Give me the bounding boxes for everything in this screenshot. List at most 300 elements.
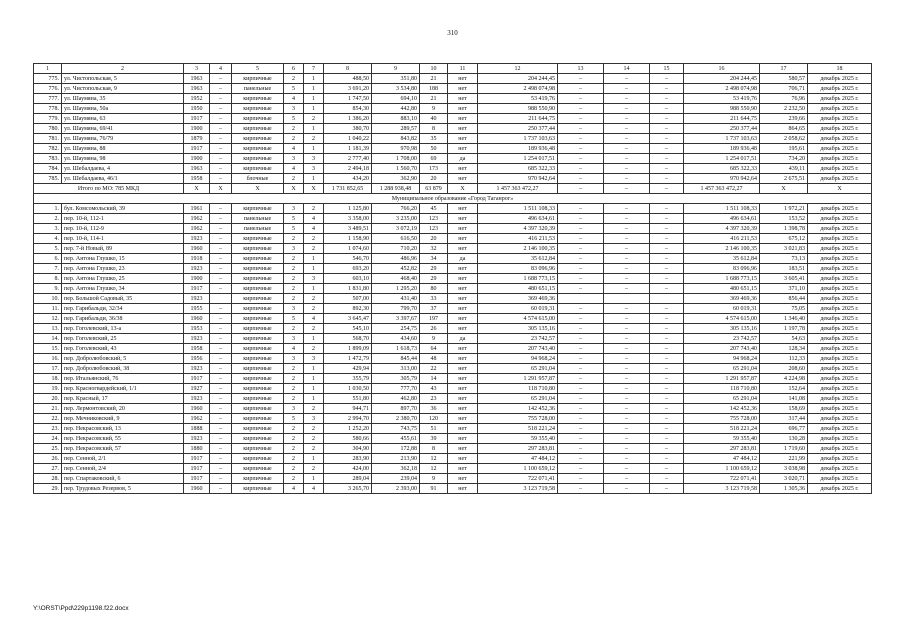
table-cell: 3 (284, 334, 304, 344)
table-cell: 2 (304, 114, 324, 124)
table-cell: 1 254 017,51 (684, 154, 760, 164)
column-number: 11 (448, 64, 478, 74)
table-cell: 3 605,41 (760, 274, 808, 284)
table-cell: – (210, 454, 232, 464)
table-cell: – (650, 404, 684, 414)
table-cell: 2 (304, 434, 324, 444)
column-number: 6 (284, 64, 304, 74)
table-cell: – (210, 474, 232, 484)
table-cell: 1 252,20 (324, 424, 372, 434)
table-cell: декабрь 2025 г. (808, 94, 872, 104)
table-cell: 779. (34, 114, 62, 124)
table-cell: 35 (420, 134, 448, 144)
table-cell: – (558, 84, 604, 94)
table-cell: 452,82 (372, 264, 420, 274)
table-cell: 4 574 615,00 (684, 314, 760, 324)
table-cell: нет (448, 294, 478, 304)
table-cell: – (604, 404, 650, 414)
table-cell: 2 (284, 364, 304, 374)
table-cell: кирпичные (232, 264, 284, 274)
table-cell: – (210, 234, 232, 244)
table-cell: 204 244,45 (478, 74, 558, 84)
table-cell: декабрь 2025 г. (808, 284, 872, 294)
table-cell: – (604, 214, 650, 224)
table-cell: 864,65 (760, 124, 808, 134)
table-cell: – (210, 104, 232, 114)
table-cell: кирпичные (232, 384, 284, 394)
table-cell: 3 (284, 354, 304, 364)
table-cell: 766,20 (372, 204, 420, 214)
table-cell: 9 (420, 104, 448, 114)
table-cell: 1 457 363 472,27 (684, 184, 760, 194)
table-cell: пер. Антона Глушко, 25 (62, 274, 184, 284)
table-cell: 45 (420, 204, 448, 214)
table-cell: декабрь 2025 г. (808, 464, 872, 474)
table-cell: пер. 10-й, 112-9 (62, 224, 184, 234)
column-number: 3 (184, 64, 210, 74)
table-cell: 18. (34, 374, 62, 384)
table-cell: X (232, 184, 284, 194)
table-cell: – (650, 474, 684, 484)
table-cell: 2 (304, 344, 324, 354)
table-cell: 351,80 (372, 74, 420, 84)
table-cell: – (650, 244, 684, 254)
table-cell: – (604, 284, 650, 294)
table-cell: 3 (284, 304, 304, 314)
table-cell: 26 (420, 324, 448, 334)
table-cell: 80 (420, 284, 448, 294)
table-cell: да (448, 154, 478, 164)
table-cell: ул. Шаумяна, 50а (62, 104, 184, 114)
table-cell: 76,96 (760, 94, 808, 104)
table-cell: 283,90 (324, 454, 372, 464)
table-cell: 2 (284, 234, 304, 244)
table-cell: 207 743,40 (478, 344, 558, 354)
table-cell: кирпичные (232, 364, 284, 374)
table-cell: 7. (34, 264, 62, 274)
table-cell: – (650, 84, 684, 94)
table-cell: – (210, 354, 232, 364)
table-cell: 546,70 (324, 254, 372, 264)
table-cell: 1958 (184, 174, 210, 184)
table-cell: – (604, 394, 650, 404)
table-cell: 2 (304, 204, 324, 214)
table-cell: – (650, 384, 684, 394)
table-cell: декабрь 2025 г. (808, 204, 872, 214)
table-cell: декабрь 2025 г. (808, 264, 872, 274)
table-cell: 1956 (184, 354, 210, 364)
table-cell: 142 452,36 (684, 404, 760, 414)
table-cell: – (604, 244, 650, 254)
table-cell: 1 972,21 (760, 204, 808, 214)
table-cell: 1 398,78 (760, 224, 808, 234)
table-cell: – (210, 384, 232, 394)
table-cell: нет (448, 94, 478, 104)
table-cell: 112,33 (760, 354, 808, 364)
table-cell: кирпичные (232, 314, 284, 324)
column-number: 12 (478, 64, 558, 74)
table-cell: 5 (284, 314, 304, 324)
table-cell: – (210, 224, 232, 234)
table-cell: 13. (34, 324, 62, 334)
table-cell: ул. Шаумяна, 69/41 (62, 124, 184, 134)
table-cell: – (650, 264, 684, 274)
table-cell: 2 (284, 294, 304, 304)
table-cell: пер. Большой Садовый, 35 (62, 294, 184, 304)
table-cell: 2 (284, 424, 304, 434)
table-cell: 1917 (184, 464, 210, 474)
table-cell: 8 (420, 444, 448, 454)
table-cell: – (650, 444, 684, 454)
table-cell: 2 (284, 394, 304, 404)
table-cell: – (558, 274, 604, 284)
table-cell: нет (448, 354, 478, 364)
table-row (34, 414, 872, 424)
table-cell: 3 (284, 244, 304, 254)
table-row (34, 364, 872, 374)
table-cell: – (604, 384, 650, 394)
table-cell: – (210, 344, 232, 354)
table-cell: пер. Антона Глушко, 23 (62, 264, 184, 274)
table-cell: 1. (34, 204, 62, 214)
table-cell: 693,20 (324, 264, 372, 274)
table-cell: декабрь 2025 г. (808, 154, 872, 164)
table-cell: 34 (420, 254, 448, 264)
table-cell: 1960 (184, 314, 210, 324)
table-cell: 2 994,70 (324, 414, 372, 424)
table-cell: 722 071,41 (684, 474, 760, 484)
table-cell: 1962 (184, 214, 210, 224)
column-number: 8 (324, 64, 372, 74)
table-cell: 2 498 074,98 (478, 84, 558, 94)
table-cell: 11. (34, 304, 62, 314)
table-cell: 4 (284, 94, 304, 104)
table-cell: 429,94 (324, 364, 372, 374)
table-cell: кирпичные (232, 424, 284, 434)
table-cell: – (650, 134, 684, 144)
table-row (34, 84, 872, 94)
table-cell: 551,80 (324, 394, 372, 404)
table-cell: 1923 (184, 364, 210, 374)
table-cell: нет (448, 304, 478, 314)
table-cell: – (650, 324, 684, 334)
table-row (34, 314, 872, 324)
table-cell: 47 484,12 (478, 454, 558, 464)
table-cell: 35 612,84 (478, 254, 558, 264)
table-cell: – (210, 204, 232, 214)
table-cell: 944,71 (324, 404, 372, 414)
table-cell: 50 (420, 144, 448, 154)
table-cell: пер. 10-й, 114-1 (62, 234, 184, 244)
table-cell: – (558, 334, 604, 344)
table-cell: 734,20 (760, 154, 808, 164)
table-cell: 3 (284, 104, 304, 114)
table-cell: 2 (284, 274, 304, 284)
table-cell: ул. Шебалдаева, 46/1 (62, 174, 184, 184)
table-cell: 1 386,20 (324, 114, 372, 124)
table-row (34, 124, 872, 134)
table-cell: 1 295,20 (372, 284, 420, 294)
table-cell: 1 560,70 (372, 164, 420, 174)
table-cell: 496 634,61 (684, 214, 760, 224)
table-cell: – (558, 154, 604, 164)
table-cell: 706,71 (760, 84, 808, 94)
table-cell: 141,08 (760, 394, 808, 404)
table-cell: 1963 (184, 164, 210, 174)
table-cell: 254,75 (372, 324, 420, 334)
table-cell: 23 (420, 394, 448, 404)
table-cell: – (650, 114, 684, 124)
table-cell: 1 731 852,65 (324, 184, 372, 194)
table-cell: 4 224,98 (760, 374, 808, 384)
table-cell: 207 743,40 (684, 344, 760, 354)
table-cell: 63 879 (420, 184, 448, 194)
table-cell: 2 (284, 174, 304, 184)
table-cell: 297 283,81 (478, 444, 558, 454)
table-cell: декабрь 2025 г. (808, 174, 872, 184)
table-cell: 47 484,12 (684, 454, 760, 464)
table-cell: декабрь 2025 г. (808, 424, 872, 434)
table-cell: пер. Некрасовский, 55 (62, 434, 184, 444)
table-cell: декабрь 2025 г. (808, 304, 872, 314)
table-cell: – (210, 174, 232, 184)
table-cell: – (210, 274, 232, 284)
table-cell: 1 254 017,51 (478, 154, 558, 164)
table-cell: – (604, 124, 650, 134)
table-cell: 5 (284, 224, 304, 234)
table-cell: 305 135,16 (684, 324, 760, 334)
table-cell: кирпичные (232, 144, 284, 154)
table-cell: – (210, 254, 232, 264)
table-cell: 250 377,44 (684, 124, 760, 134)
table-cell: 854,30 (324, 104, 372, 114)
table-row (34, 134, 872, 144)
table-cell: 782. (34, 144, 62, 154)
table-cell: 2 146 100,35 (478, 244, 558, 254)
table-cell: 2 (284, 264, 304, 274)
table-cell: 23. (34, 424, 62, 434)
table-cell: – (558, 264, 604, 274)
table-cell: 239,04 (372, 474, 420, 484)
table-cell: 3 123 719,58 (478, 484, 558, 494)
table-cell: 40 (420, 114, 448, 124)
table-cell: декабрь 2025 г. (808, 234, 872, 244)
table-cell: 1923 (184, 434, 210, 444)
column-number: 13 (558, 64, 604, 74)
table-cell: 313,00 (372, 364, 420, 374)
table-cell: 3 (304, 354, 324, 364)
table-cell: 204 244,45 (684, 74, 760, 84)
table-cell: 1 719,60 (760, 444, 808, 454)
table-cell: 722 071,41 (478, 474, 558, 484)
table-cell: пер. Некрасовский, 57 (62, 444, 184, 454)
table-cell: 8 (420, 124, 448, 134)
table-cell: 17. (34, 364, 62, 374)
table-cell: 480 651,15 (478, 284, 558, 294)
table-cell: пер. Спартаковский, 6 (62, 474, 184, 484)
table-cell: – (604, 264, 650, 274)
column-number: 16 (684, 64, 760, 74)
table-cell: 1 100 659,12 (478, 464, 558, 474)
table-cell: 183,51 (760, 264, 808, 274)
table-cell: декабрь 2025 г. (808, 454, 872, 464)
table-cell: 434,20 (324, 174, 372, 184)
table-cell: 2 (284, 254, 304, 264)
table-cell: 1963 (184, 84, 210, 94)
table-cell: 4 (304, 214, 324, 224)
table-cell: декабрь 2025 г. (808, 354, 872, 364)
table-cell: – (604, 154, 650, 164)
table-cell: 369 469,36 (478, 294, 558, 304)
table-cell: 710,20 (372, 244, 420, 254)
table-cell: 2 (304, 324, 324, 334)
table-cell: – (604, 114, 650, 124)
table-cell: 158,69 (760, 404, 808, 414)
table-row (34, 254, 872, 264)
table-cell: нет (448, 464, 478, 474)
table-cell: – (604, 104, 650, 114)
table-cell: – (210, 304, 232, 314)
table-cell: 19. (34, 384, 62, 394)
table-cell: 14 (420, 374, 448, 384)
table-cell: 1 (304, 394, 324, 404)
table-cell: 59 355,40 (478, 434, 558, 444)
table-cell: – (604, 474, 650, 484)
column-number: 1 (34, 64, 62, 74)
table-cell: 1 737 103,63 (684, 134, 760, 144)
table-cell: 3 (304, 274, 324, 284)
table-cell: ул. Чистопольская, 9 (62, 84, 184, 94)
table-cell: да (448, 334, 478, 344)
table-cell: 1 040,22 (324, 134, 372, 144)
table-cell: 1 (304, 334, 324, 344)
table-cell: 5. (34, 244, 62, 254)
table-cell: 20. (34, 394, 62, 404)
table-cell: – (558, 374, 604, 384)
table-cell: 9. (34, 284, 62, 294)
table-cell: – (604, 324, 650, 334)
table-cell: 289,04 (324, 474, 372, 484)
table-cell: нет (448, 144, 478, 154)
table-cell: 64 (420, 344, 448, 354)
table-cell: 2 (304, 404, 324, 414)
table-cell: 8. (34, 274, 62, 284)
table-cell: – (604, 424, 650, 434)
table-cell: кирпичные (232, 344, 284, 354)
table-cell: 2 (284, 454, 304, 464)
table-cell: – (604, 204, 650, 214)
table-cell: – (650, 464, 684, 474)
table-cell: декабрь 2025 г. (808, 434, 872, 444)
table-cell: 696,77 (760, 424, 808, 434)
table-cell: 1 (304, 284, 324, 294)
table-cell: 33 (420, 294, 448, 304)
table-cell: – (558, 234, 604, 244)
table-cell: 188 (420, 84, 448, 94)
table-row (34, 264, 872, 274)
table-cell: – (558, 284, 604, 294)
table-cell: 371,10 (760, 284, 808, 294)
table-cell: 29 (420, 264, 448, 274)
table-cell: декабрь 2025 г. (808, 84, 872, 94)
table-cell: 455,61 (372, 434, 420, 444)
table-cell: панельные (232, 214, 284, 224)
table-cell: – (210, 144, 232, 154)
table-cell: – (604, 374, 650, 384)
table-cell: 755 728,00 (478, 414, 558, 424)
table-cell: – (558, 164, 604, 174)
table-cell: панельные (232, 224, 284, 234)
table-cell: – (210, 84, 232, 94)
table-cell: 3 489,51 (324, 224, 372, 234)
table-cell: 20 (420, 234, 448, 244)
table-cell: – (604, 134, 650, 144)
table-cell: – (604, 364, 650, 374)
table-cell: 208,60 (760, 364, 808, 374)
table-cell: – (604, 304, 650, 314)
table-cell: 5 (284, 114, 304, 124)
table-cell: пер. Гоголевский, 13-а (62, 324, 184, 334)
table-cell: нет (448, 134, 478, 144)
table-cell: – (210, 444, 232, 454)
table-cell: – (650, 234, 684, 244)
table-cell: 128,34 (760, 344, 808, 354)
column-number: 7 (304, 64, 324, 74)
table-cell: ул. Шебалдаева, 4 (62, 164, 184, 174)
table-cell: 37 (420, 304, 448, 314)
table-cell: 518 221,24 (478, 424, 558, 434)
total-row (34, 184, 872, 194)
column-number: 14 (604, 64, 650, 74)
table-cell: 1 (304, 454, 324, 464)
table-cell: 54,63 (760, 334, 808, 344)
table-cell: 1900 (184, 154, 210, 164)
table-cell: 4 (304, 224, 324, 234)
table-cell: – (558, 394, 604, 404)
table-cell: – (604, 464, 650, 474)
table-cell: X (210, 184, 232, 194)
table-cell: 2 (304, 134, 324, 144)
table-cell: – (604, 184, 650, 194)
table-cell: 289,57 (372, 124, 420, 134)
table-cell: декабрь 2025 г. (808, 444, 872, 454)
table-cell: ул. Шаумяна, 76/79 (62, 134, 184, 144)
table-cell: 4 (284, 144, 304, 154)
table-row (34, 444, 872, 454)
table-cell: 1962 (184, 224, 210, 234)
table-cell: 2 (284, 434, 304, 444)
table-cell: 53 419,76 (684, 94, 760, 104)
table-cell: X (184, 184, 210, 194)
table-row (34, 114, 872, 124)
table-cell: 3 021,83 (760, 244, 808, 254)
table-cell: нет (448, 114, 478, 124)
table-cell: – (558, 364, 604, 374)
table-cell: 1960 (184, 484, 210, 494)
table-cell: 416 211,53 (478, 234, 558, 244)
table-cell: – (650, 424, 684, 434)
table-cell: декабрь 2025 г. (808, 394, 872, 404)
table-cell: 883,10 (372, 114, 420, 124)
table-cell: X (284, 184, 304, 194)
table-cell: – (558, 354, 604, 364)
table-cell: 12. (34, 314, 62, 324)
table-cell: 65 291,04 (684, 364, 760, 374)
table-cell: 83 096,96 (684, 264, 760, 274)
table-cell: 3 691,20 (324, 84, 372, 94)
table-cell: 4 (304, 314, 324, 324)
table-cell: – (558, 484, 604, 494)
